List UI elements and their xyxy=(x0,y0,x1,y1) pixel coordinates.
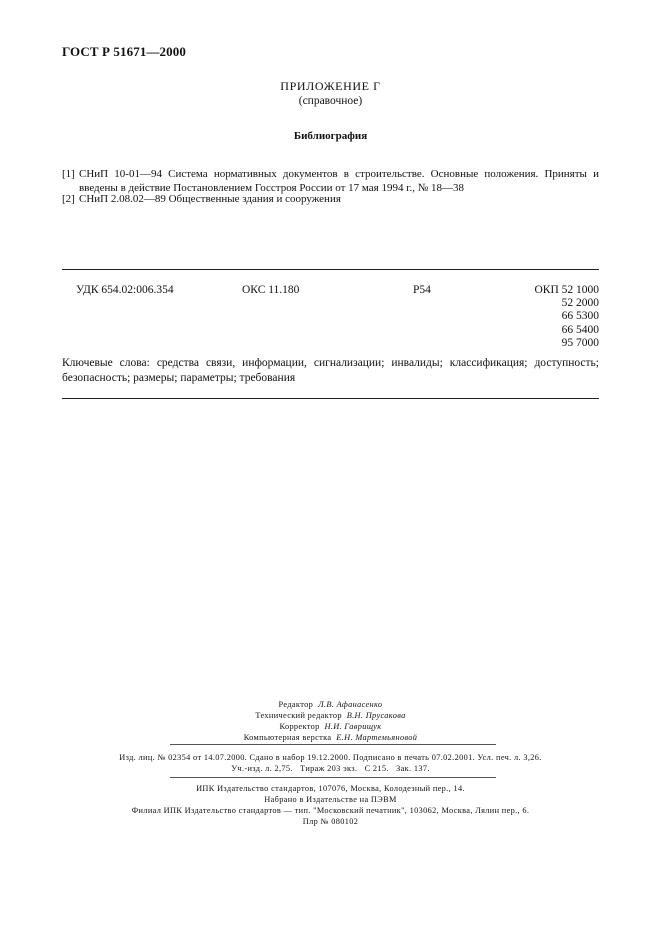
credit-role: Редактор xyxy=(278,700,314,709)
bibliography-heading: Библиография xyxy=(293,130,368,142)
divider-bottom xyxy=(62,398,599,399)
entry-number: [1] xyxy=(62,168,75,180)
print-data-line: Уч.-изд. л. 2,75. Тираж 203 экз. С 215. Зак. 137. xyxy=(231,764,430,773)
credit-line xyxy=(0,721,661,732)
keywords: Ключевые слова: средства связи, информации, сигнализации; инвалиды; классификация; доступность; безопасность; размеры; параметры; требования xyxy=(62,357,599,384)
divider-top xyxy=(62,269,599,270)
credit-name: В.Н. Прусакова xyxy=(346,711,406,720)
entry-text: СНиП 10-01—94 Система нормативных документов в строительстве. Основные положения. Приняты и введены в действие Постановлением Госстроя России от 17 мая 1994 г., № 18—38 xyxy=(79,168,599,194)
entry-text: СНиП 2.08.02—89 Общественные здания и сооружения xyxy=(79,193,341,205)
credit-role: Корректор xyxy=(279,722,320,731)
udc-code: УДК 654.02:006.354 xyxy=(76,284,174,296)
publisher-line: Набрано в Издательстве на ПЭВМ xyxy=(264,795,397,804)
print-data-line: Изд. лиц. № 02354 от 14.07.2000. Сдано в набор 19.12.2000. Подписано в печать 07.02.2001. Усл. печ. л. 3,26. xyxy=(119,753,542,762)
credit-name: Е.Н. Мартемьяновой xyxy=(336,733,418,742)
annex-title: ПРИЛОЖЕНИЕ Г xyxy=(280,79,381,93)
credit-line xyxy=(0,732,661,743)
oks-code: ОКС 11.180 xyxy=(242,284,300,296)
document-header: ГОСТ Р 51671—2000 xyxy=(62,44,186,59)
credit-line xyxy=(0,710,661,721)
credit-role: Компьютерная верстка xyxy=(243,733,332,742)
credit-name: Л.В. Афанасенко xyxy=(317,700,383,709)
imprint-divider xyxy=(170,744,496,745)
annex-subtitle: (справочное) xyxy=(298,95,363,107)
imprint-print-data xyxy=(0,752,661,774)
group-code: Р54 xyxy=(413,284,431,296)
entry-number: [2] xyxy=(62,193,75,205)
bibliography-entry xyxy=(62,168,599,195)
okp-code: 52 2000 xyxy=(561,297,599,310)
imprint-publisher xyxy=(0,783,661,827)
okp-code: 66 5300 xyxy=(561,310,599,323)
publisher-line: Филиал ИПК Издательство стандартов — тип. "Московский печатник", 103062, Москва, Лялин пер., 6. xyxy=(131,806,530,815)
okp-code: ОКП 52 1000 xyxy=(534,284,599,296)
imprint-credits xyxy=(0,699,661,743)
imprint-divider xyxy=(170,777,496,778)
okp-code: 66 5400 xyxy=(561,323,599,336)
okp-codes xyxy=(534,284,599,350)
publisher-line: Плр № 080102 xyxy=(302,817,359,826)
publisher-line: ИПК Издательство стандартов, 107076, Москва, Колодезный пер., 14. xyxy=(196,784,465,793)
bibliography-entry xyxy=(62,193,599,207)
credit-line xyxy=(0,699,661,710)
credit-role: Технический редактор xyxy=(255,711,342,720)
credit-name: Н.И. Гаврищук xyxy=(324,722,382,731)
okp-code: 95 7000 xyxy=(561,336,599,349)
